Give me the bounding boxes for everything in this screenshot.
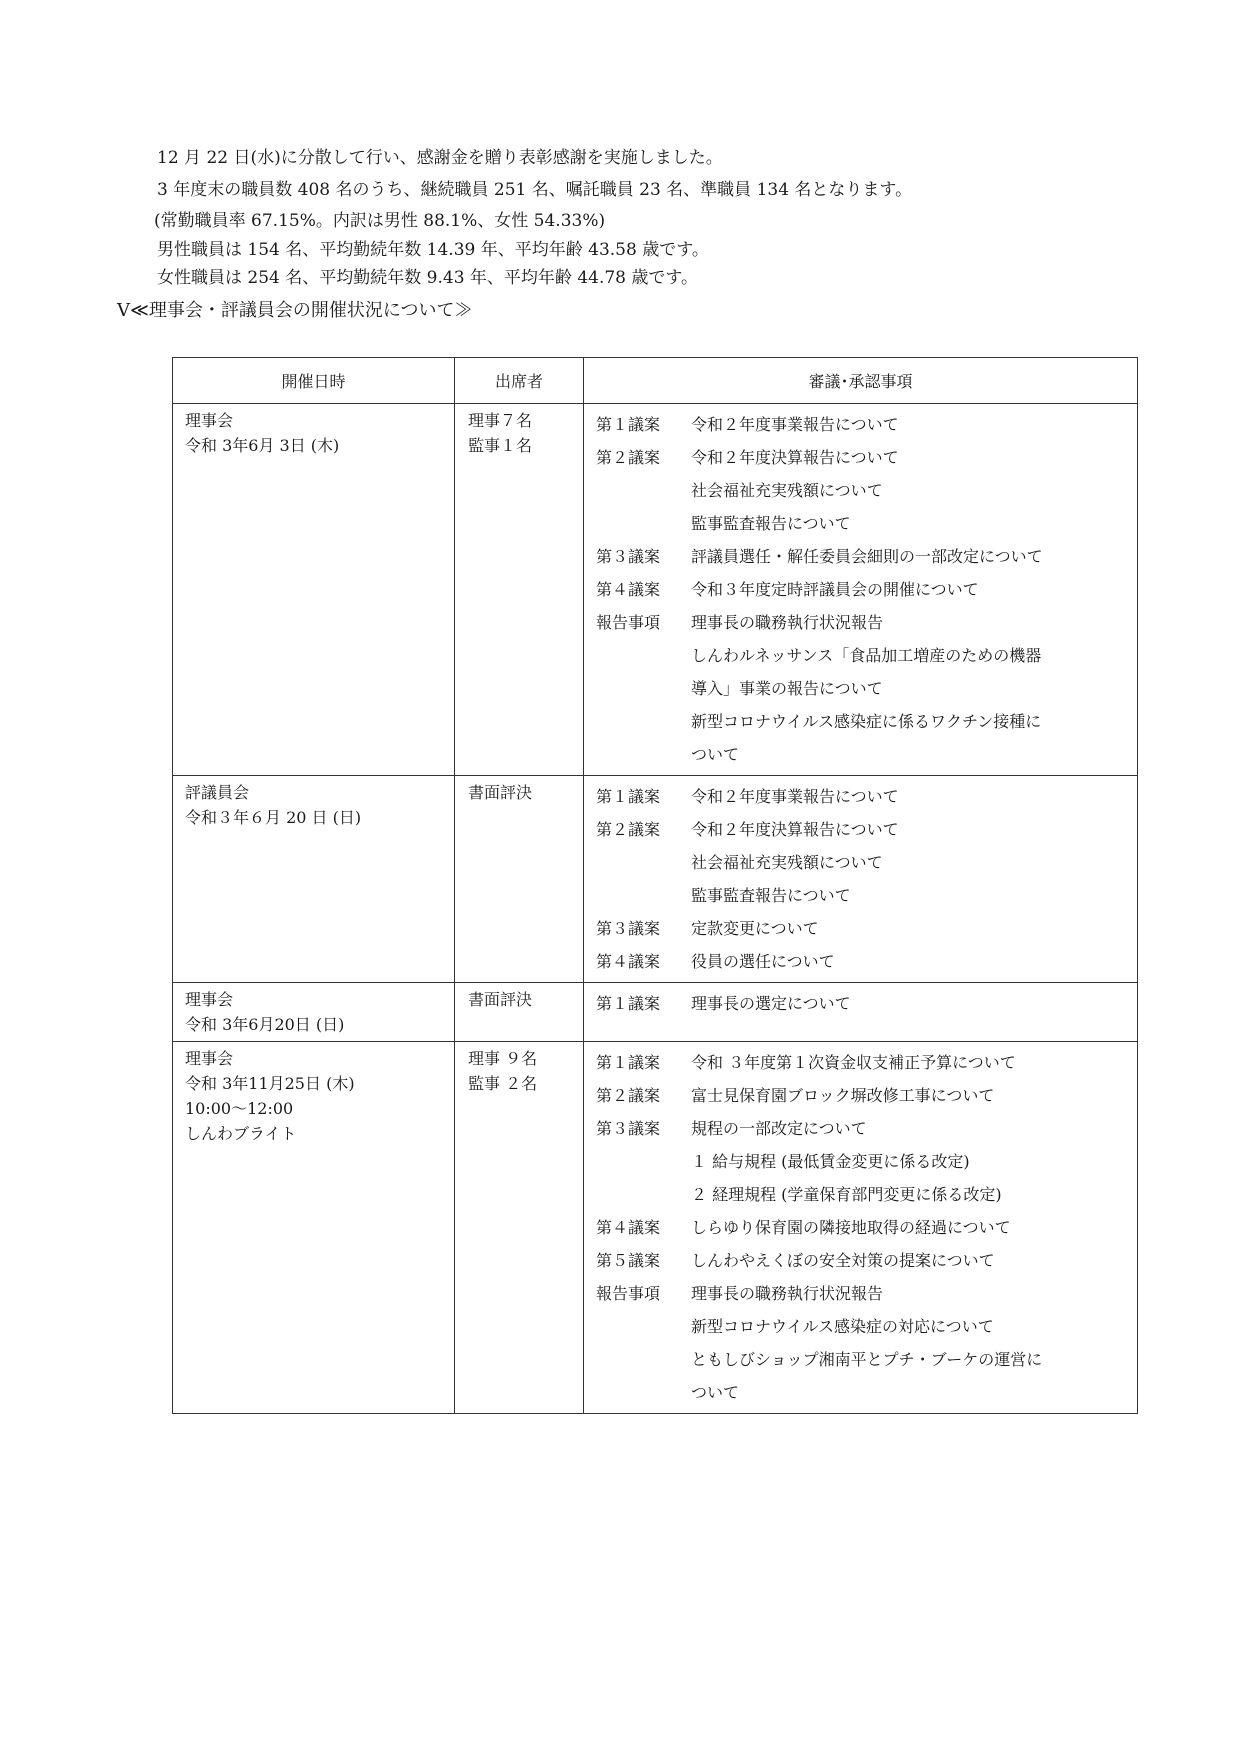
agenda-item [596, 1112, 1137, 1145]
agenda-tag: 第３議案 [596, 1119, 661, 1138]
agenda-tag [596, 1343, 691, 1376]
agenda-text: １ 給与規程 (最低賃金変更に係る改定) [691, 1152, 970, 1171]
agenda-tag: 第２議案 [596, 820, 661, 839]
agenda-text: 富士見保育園ブロック塀改修工事について [691, 1086, 995, 1105]
intro-line: (常勤職員率 67.15%。内訳は男性 88.1%、女性 54.33%) [154, 211, 606, 231]
date-line: 理事会 [185, 990, 234, 1009]
agenda-tag [596, 507, 691, 540]
agenda-text: ついて [691, 745, 740, 764]
agenda-text: 理事長の職務執行状況報告 [691, 1284, 884, 1303]
intro-line: 男性職員は 154 名、平均勤続年数 14.39 年、平均年齢 43.58 歳です。 [157, 240, 709, 260]
date-cell [173, 404, 455, 775]
agenda-tag: 第１議案 [596, 994, 661, 1013]
attendee-line: 監事 ２名 [468, 1074, 538, 1093]
agenda-item [596, 606, 1137, 639]
agenda-text: 社会福祉充実残額について [691, 853, 883, 872]
agenda-text: 令和３年度定時評議員会の開催について [691, 580, 979, 599]
agenda-item [596, 1079, 1137, 1112]
agenda-text: 監事監査報告について [691, 514, 851, 533]
agenda-item [596, 738, 1137, 771]
agenda-item [596, 1145, 1137, 1178]
attendees-cell [455, 404, 584, 775]
agenda-item [596, 1046, 1137, 1079]
agenda-text: ついて [691, 1383, 740, 1402]
agenda-tag: 第１議案 [596, 787, 661, 806]
date-line: 令和 3年6月 3日 (木) [185, 436, 340, 455]
attendee-line: 理事７名 [468, 411, 533, 430]
items-cell [584, 983, 1137, 1041]
agenda-tag: 第４議案 [596, 580, 661, 599]
table-row [173, 983, 1137, 1042]
agenda-item [596, 639, 1137, 672]
agenda-item [596, 441, 1137, 474]
intro-line: 12 月 22 日(水)に分散して行い、感謝金を贈り表彰感謝を実施しました。 [157, 148, 723, 168]
agenda-text: 新型コロナウイルス感染症の対応について [691, 1317, 994, 1336]
header-items: 審議･承認事項 [808, 372, 913, 391]
attendees-cell [455, 1042, 584, 1413]
date-line: 理事会 [185, 411, 234, 430]
agenda-tag: 第３議案 [596, 547, 661, 566]
agenda-text: 規程の一部改定について [691, 1119, 867, 1138]
agenda-text: しんわルネッサンス「食品加工増産のための機器 [691, 646, 1042, 665]
agenda-item [596, 1343, 1137, 1376]
agenda-item [596, 573, 1137, 606]
date-cell [173, 776, 455, 982]
attendees-cell [455, 983, 584, 1041]
table-row [173, 1042, 1137, 1413]
date-line: しんわブライト [185, 1124, 297, 1143]
agenda-text: 役員の選任について [691, 952, 835, 971]
attendees-cell [455, 776, 584, 982]
agenda-text: 新型コロナウイルス感染症に係るワクチン接種に [691, 712, 1042, 731]
agenda-item [596, 474, 1137, 507]
agenda-item [596, 1211, 1137, 1244]
agenda-tag [596, 705, 691, 738]
agenda-tag [596, 474, 691, 507]
agenda-item [596, 1244, 1137, 1277]
agenda-tag: 第４議案 [596, 1218, 661, 1237]
agenda-text: ２ 経理規程 (学童保育部門変更に係る改定) [691, 1185, 1002, 1204]
agenda-item [596, 507, 1137, 540]
agenda-text: 令和２年度事業報告について [691, 787, 899, 806]
agenda-tag [596, 738, 691, 771]
intro-line: 3 年度末の職員数 408 名のうち、継続職員 251 名、嘱託職員 23 名、準職員 134 名となります。 [157, 180, 913, 200]
agenda-text: 令和２年度決算報告について [691, 448, 899, 467]
agenda-tag: 第１議案 [596, 1053, 661, 1072]
date-cell [173, 983, 455, 1041]
agenda-item [596, 672, 1137, 705]
agenda-tag [596, 879, 691, 912]
attendee-line: 書面評決 [468, 783, 533, 802]
agenda-item [596, 879, 1137, 912]
agenda-tag: 第４議案 [596, 952, 661, 971]
agenda-text: 令和２年度事業報告について [691, 415, 899, 434]
date-line: 10:00～12:00 [185, 1099, 294, 1118]
agenda-tag: 第１議案 [596, 415, 661, 434]
agenda-tag: 第３議案 [596, 919, 661, 938]
agenda-text: 令和２年度決算報告について [691, 820, 899, 839]
table-body [173, 404, 1137, 1413]
agenda-item [596, 813, 1137, 846]
meeting-table [172, 357, 1138, 1414]
date-line: 令和３年６月 20 日 (日) [185, 808, 362, 827]
agenda-tag: 第２議案 [596, 1086, 661, 1105]
agenda-item [596, 1178, 1137, 1211]
items-cell [584, 1042, 1137, 1413]
agenda-text: 理事長の選定について [691, 994, 851, 1013]
header-date: 開催日時 [173, 358, 455, 403]
items-cell [584, 776, 1137, 982]
agenda-item [596, 540, 1137, 573]
intro-line: 女性職員は 254 名、平均勤続年数 9.43 年、平均年齢 44.78 歳です。 [157, 268, 699, 288]
agenda-tag [596, 1376, 691, 1409]
agenda-tag: 第５議案 [596, 1251, 661, 1270]
agenda-tag [596, 672, 691, 705]
agenda-item [596, 945, 1137, 978]
agenda-text: 令和 ３年度第１次資金収支補正予算について [691, 1053, 1016, 1072]
agenda-text: 社会福祉充実残額について [691, 481, 883, 500]
agenda-item [596, 1277, 1137, 1310]
date-line: 評議員会 [185, 783, 250, 802]
section-heading: Ⅴ≪理事会・評議員会の開催状況について≫ [117, 300, 473, 321]
agenda-item [596, 987, 1137, 1020]
date-line: 令和 3年11月25日 (木) [185, 1074, 355, 1093]
agenda-text: 導入」事業の報告について [691, 679, 883, 698]
agenda-item [596, 705, 1137, 738]
agenda-text: しらゆり保育園の隣接地取得の経過について [691, 1218, 1011, 1237]
header-attendees: 出席者 [455, 358, 584, 403]
attendee-line: 監事１名 [468, 436, 533, 455]
agenda-item [596, 1310, 1137, 1343]
date-cell [173, 1042, 455, 1413]
table-header [173, 358, 1137, 404]
agenda-item [596, 1376, 1137, 1409]
agenda-text: しんわやえくぼの安全対策の提案について [691, 1251, 995, 1270]
table-row [173, 404, 1137, 776]
agenda-item [596, 408, 1137, 441]
agenda-tag [596, 1145, 691, 1178]
agenda-text: ともしびショップ湘南平とプチ・ブーケの運営に [691, 1350, 1043, 1369]
agenda-tag: 第２議案 [596, 448, 661, 467]
agenda-item [596, 912, 1137, 945]
agenda-tag: 報告事項 [596, 613, 661, 632]
table-row [173, 776, 1137, 983]
agenda-tag: 報告事項 [596, 1284, 661, 1303]
agenda-item [596, 780, 1137, 813]
items-cell [584, 404, 1137, 775]
agenda-tag [596, 1178, 691, 1211]
attendee-line: 理事 ９名 [468, 1049, 538, 1068]
date-line: 令和 3年6月20日 (日) [185, 1015, 345, 1034]
agenda-tag [596, 846, 691, 879]
agenda-tag [596, 639, 691, 672]
agenda-item [596, 846, 1137, 879]
attendee-line: 書面評決 [468, 990, 533, 1009]
agenda-tag [596, 1310, 691, 1343]
agenda-text: 定款変更について [691, 919, 819, 938]
date-line: 理事会 [185, 1049, 234, 1068]
agenda-text: 評議員選任・解任委員会細則の一部改定について [691, 547, 1043, 566]
agenda-text: 理事長の職務執行状況報告 [691, 613, 884, 632]
agenda-text: 監事監査報告について [691, 886, 851, 905]
